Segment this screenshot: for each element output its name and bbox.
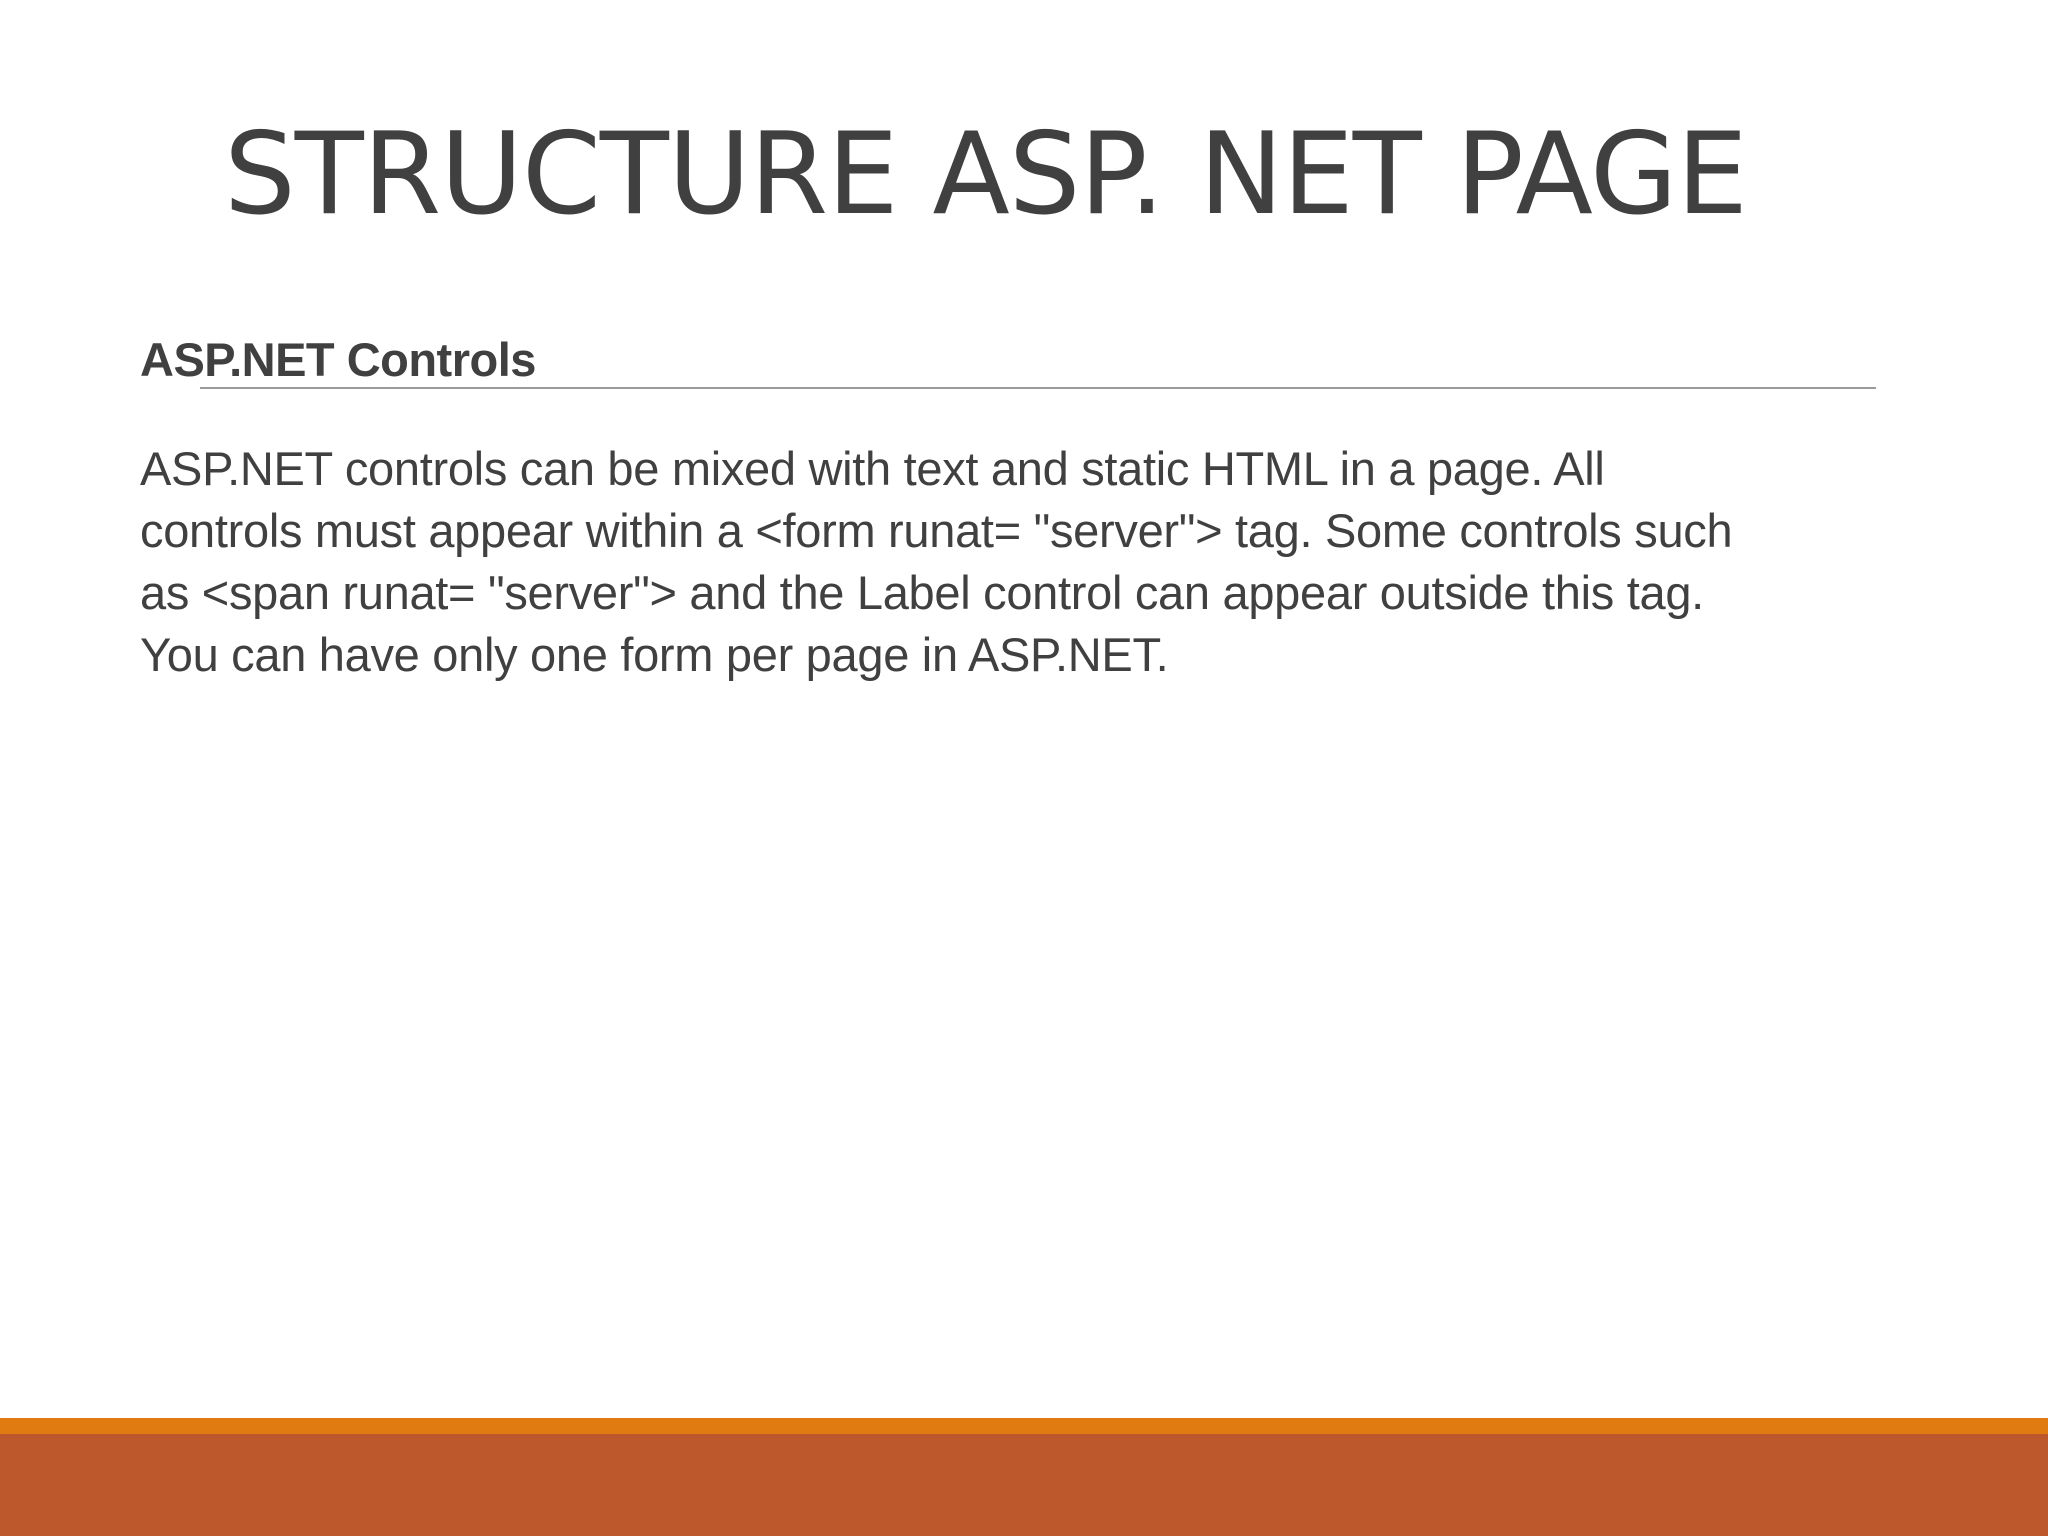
body-line: as <span runat= "server"> and the Label control can appear outside this tag. <box>140 566 1704 619</box>
body-line: ASP.NET controls can be mixed with text and static HTML in a page. All <box>140 442 1605 495</box>
body-paragraph <box>140 438 1940 686</box>
section-subheading: ASP.NET Controls <box>140 333 536 386</box>
body-line: controls must appear within a <form runat= "server"> tag. Some controls such <box>140 504 1733 557</box>
footer-accent-stripe <box>0 1418 2048 1434</box>
footer-bar <box>0 1434 2048 1536</box>
slide-title: STRUCTURE ASP. NET PAGE <box>224 108 1747 240</box>
body-line: You can have only one form per page in ASP.NET. <box>140 628 1169 681</box>
subheading-divider <box>200 387 1876 389</box>
